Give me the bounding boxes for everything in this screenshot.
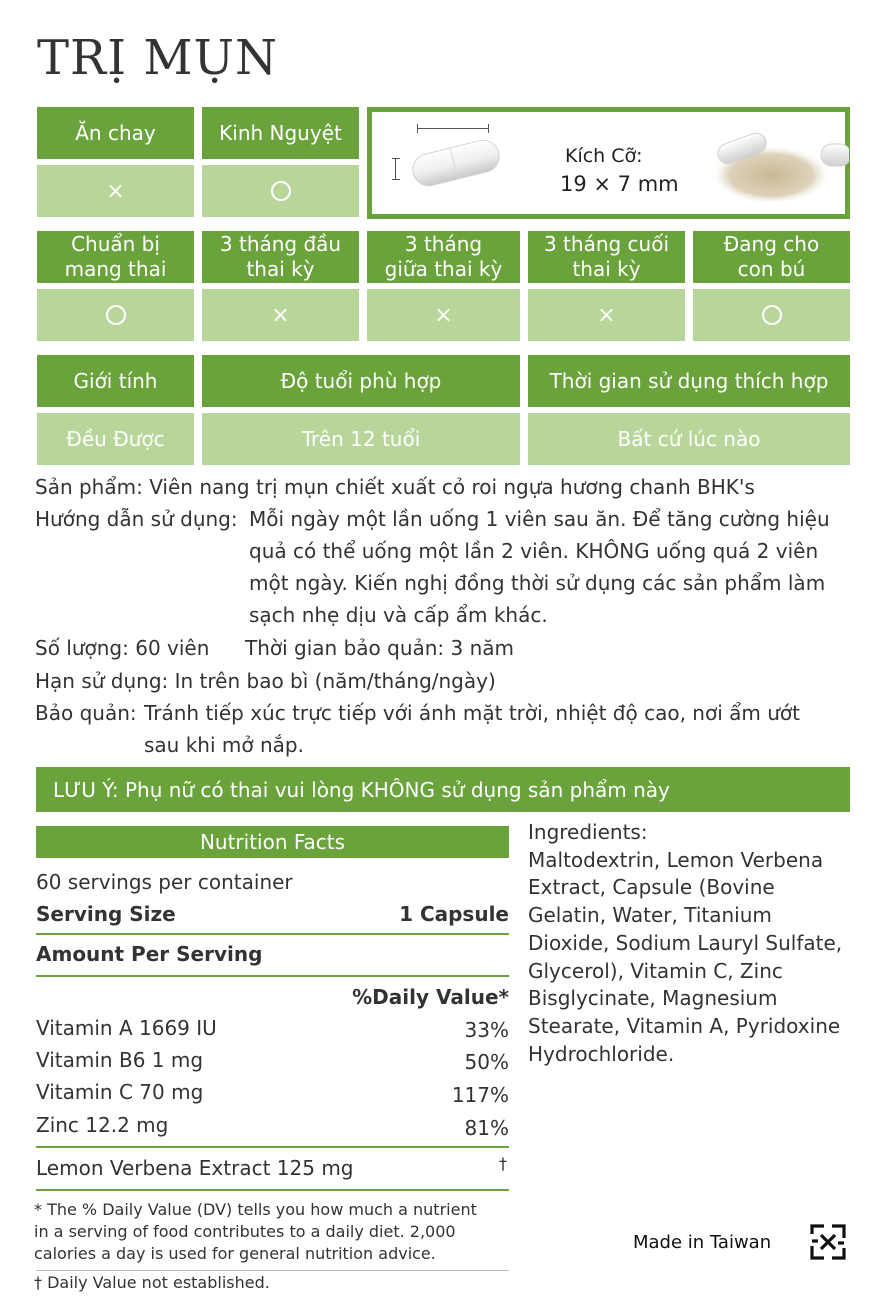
divider <box>36 975 509 977</box>
capsule-size-box <box>367 107 850 219</box>
usage-line-2: quả có thể uống một lần 2 viên. KHÔNG uống quá 2 viên <box>249 539 819 563</box>
value-label: Đều Được <box>66 427 165 451</box>
recycle-icon <box>808 1222 848 1262</box>
header-third-trimester <box>528 231 685 283</box>
circle-icon <box>271 181 291 201</box>
extract-dv: † <box>499 1154 507 1173</box>
header-breastfeeding <box>693 231 850 283</box>
header-label: 3 tháng cuối thai kỳ <box>543 232 670 281</box>
value-preparing-pregnancy <box>37 289 194 341</box>
value-label: Bất cứ lúc nào <box>617 427 761 451</box>
usage-line-4: sạch nhẹ dịu và cấp ẩm khác. <box>249 603 548 627</box>
product-name: Sản phẩm: Viên nang trị mụn chiết xuất cỏ roi ngựa hương chanh BHK's <box>35 475 755 499</box>
ingredients-line: Extract, Capsule (Bovine <box>528 875 775 900</box>
serving-size-label: Serving Size <box>36 902 176 926</box>
nutrient-dv: 117% <box>451 1083 509 1107</box>
expiry: Hạn sử dụng: In trên bao bì (năm/tháng/ngày) <box>35 669 496 693</box>
header-label: 3 tháng đầu thai kỳ <box>219 232 342 281</box>
value-label: Trên 12 tuổi <box>301 427 421 451</box>
page-title: TRỊ MỤN <box>37 30 278 86</box>
value-third-trimester <box>528 289 685 341</box>
value-second-trimester <box>367 289 520 341</box>
value-age <box>202 413 520 465</box>
amount-per-serving: Amount Per Serving <box>36 942 263 966</box>
header-label: 3 tháng giữa thai kỳ <box>384 232 503 281</box>
ingredients-line: Stearate, Vitamin A, Pyridoxine <box>528 1013 841 1038</box>
value-gender <box>37 413 194 465</box>
capsule-image <box>408 134 504 192</box>
powder-capsule-image <box>709 126 849 204</box>
serving-size-value: 1 Capsule <box>399 902 509 926</box>
nutrient-name: Vitamin A 1669 IU <box>36 1016 217 1040</box>
header-usage-time: Thời gian sử dụng thích hợp <box>528 355 850 407</box>
ingredients <box>528 819 842 1068</box>
ingredients-line: Ingredients: <box>528 820 648 844</box>
footnote-line: in a serving of food contributes to a daily diet. 2,000 <box>34 1222 456 1241</box>
nutrition-facts-header: Nutrition Facts <box>36 826 509 858</box>
cross-icon: × <box>434 302 453 328</box>
header-vegetarian: Ăn chay <box>37 107 194 159</box>
header-preparing-pregnancy <box>37 231 194 283</box>
capsule-size-value: 19 × 7 mm <box>560 172 679 196</box>
ingredients-line: Maltodextrin, Lemon Verbena <box>528 847 824 872</box>
pregnancy-warning: LƯU Ý: Phụ nữ có thai vui lòng KHÔNG sử dụng sản phẩm này <box>36 767 850 812</box>
usage-line-1: Mỗi ngày một lần uống 1 viên sau ăn. Để tăng cường hiệu <box>249 507 830 531</box>
extract-name: Lemon Verbena Extract 125 mg <box>36 1156 354 1180</box>
header-label: Chuẩn bị mang thai <box>64 232 167 281</box>
usage-line-3: một ngày. Kiến nghị đồng thời sử dụng các sản phẩm làm <box>249 571 826 595</box>
divider <box>36 1146 509 1148</box>
shelf-life: Thời gian bảo quản: 3 năm <box>245 636 515 660</box>
nutrient-dv: 81% <box>464 1116 509 1140</box>
capsule-size-label: Kích Cỡ: <box>565 145 643 167</box>
value-menstruation <box>202 165 359 217</box>
usage-label: Hướng dẫn sử dụng: <box>35 507 238 531</box>
ingredients-line: Bisglycinate, Magnesium <box>528 986 778 1011</box>
value-breastfeeding <box>693 289 850 341</box>
ingredients-line: Gelatin, Water, Titanium <box>528 903 772 928</box>
storage-line-2: sau khi mở nắp. <box>144 733 304 757</box>
divider <box>36 933 509 935</box>
ingredients-line: Hydrochloride. <box>528 1041 675 1066</box>
length-dimension-icon <box>417 128 489 129</box>
header-label: Đang cho con bú <box>723 232 820 281</box>
nutrient-name: Vitamin B6 1 mg <box>36 1048 204 1072</box>
circle-icon <box>106 305 126 325</box>
width-dimension-icon <box>395 158 396 180</box>
footnote-line: calories a day is used for general nutrition advice. <box>34 1244 436 1263</box>
ingredients-line: Dioxide, Sodium Lauryl Sulfate, <box>528 930 843 955</box>
header-menstruation: Kinh Nguyệt <box>202 107 359 159</box>
divider <box>36 1270 509 1271</box>
divider <box>36 1189 509 1191</box>
storage-label: Bảo quản: <box>35 701 137 725</box>
nutrient-dv: 50% <box>464 1050 509 1074</box>
storage-line-1: Tránh tiếp xúc trực tiếp với ánh mặt trời, nhiệt độ cao, nơi ẩm ướt <box>144 701 800 725</box>
made-in-taiwan: Made in Taiwan <box>633 1232 772 1253</box>
header-second-trimester <box>367 231 520 283</box>
header-first-trimester <box>202 231 359 283</box>
nutrient-name: Zinc 12.2 mg <box>36 1113 169 1137</box>
nutrient-name: Vitamin C 70 mg <box>36 1080 204 1104</box>
header-age: Độ tuổi phù hợp <box>202 355 520 407</box>
footnote-line: * The % Daily Value (DV) tells you how much a nutrient <box>34 1200 477 1219</box>
servings-per-container: 60 servings per container <box>36 870 293 894</box>
cross-icon: × <box>271 302 290 328</box>
value-usage-time <box>528 413 850 465</box>
circle-icon <box>762 305 782 325</box>
dagger-note: † Daily Value not established. <box>34 1273 270 1292</box>
value-vegetarian <box>37 165 194 217</box>
quantity: Số lượng: 60 viên <box>35 636 210 660</box>
cross-icon: × <box>106 178 125 204</box>
cross-icon: × <box>597 302 616 328</box>
value-first-trimester <box>202 289 359 341</box>
daily-value-header: %Daily Value* <box>352 985 509 1009</box>
nutrient-dv: 33% <box>464 1018 509 1042</box>
header-gender: Giới tính <box>37 355 194 407</box>
ingredients-line: Glycerol), Vitamin C, Zinc <box>528 958 783 983</box>
